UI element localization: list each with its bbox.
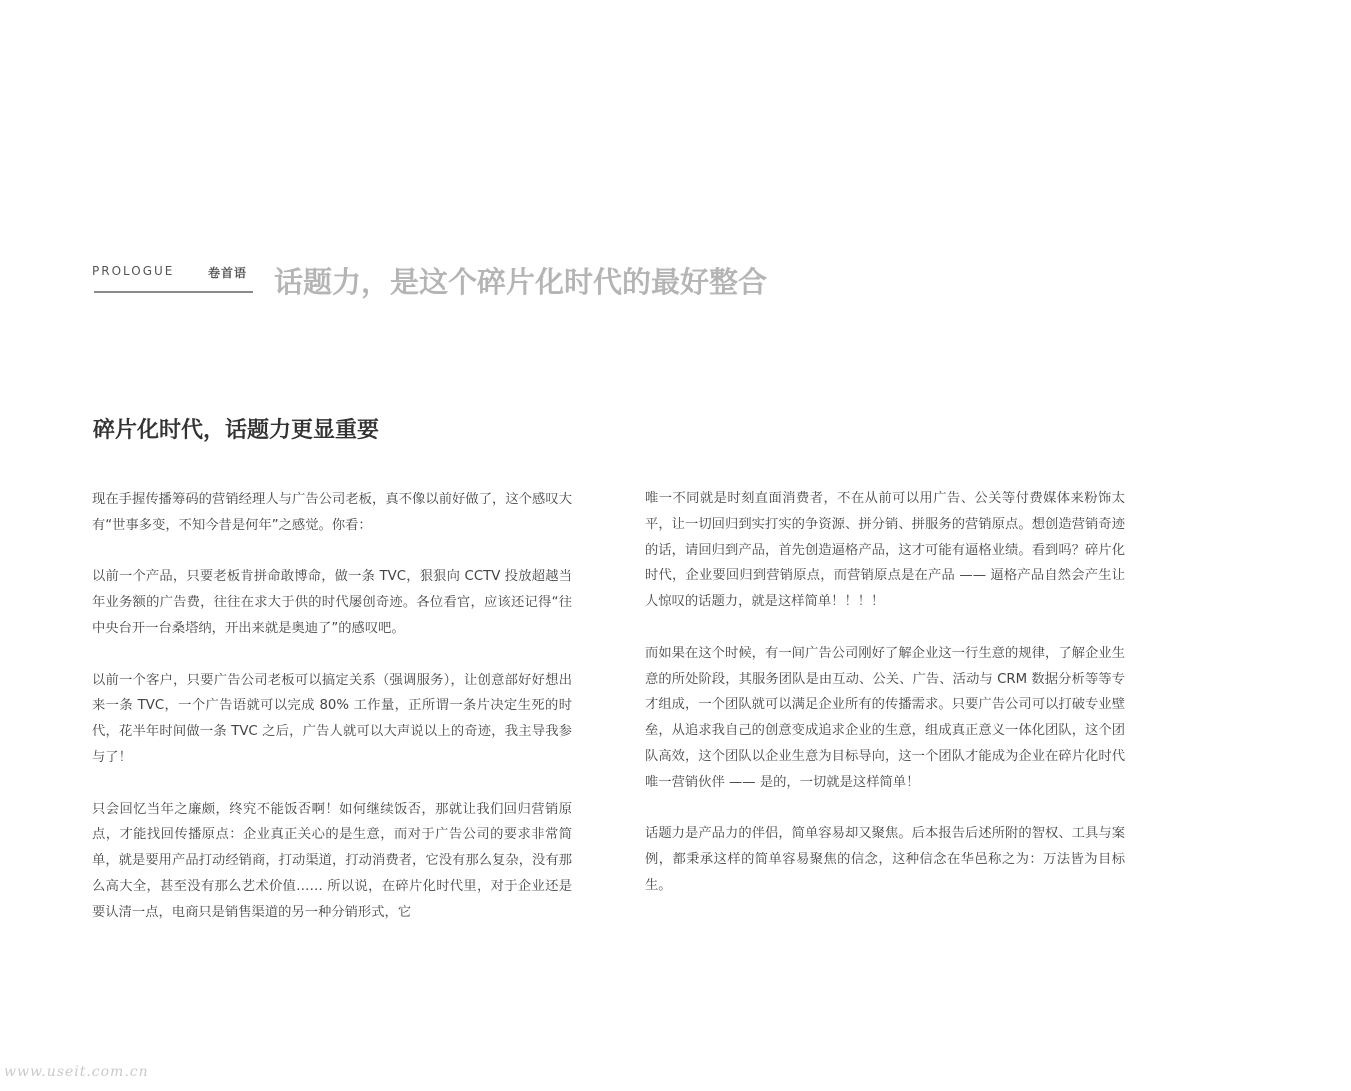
- page-title: 话题力，是这个碎片化时代的最好整合: [274, 265, 768, 299]
- prologue-underline: [94, 291, 253, 293]
- section-heading: 碎片化时代，话题力更显重要: [93, 417, 380, 443]
- paragraph: 现在手握传播筹码的营销经理人与广告公司老板，真不像以前好做了，这个感叹大有“世事多变，不知今昔是何年”之感觉。你看：: [92, 492, 572, 533]
- paragraph: 而如果在这个时候，有一间广告公司刚好了解企业这一行生意的规律，了解企业生意的所处阶段，其服务团队是由互动、公关、广告、活动与 CRM 数据分析等等专才组成，一个团队就可以满足企业所有的传播需求。只要广告公司可以打破专业壁垒，从追求我自己的创意变成追求企业的生意，组成真正意义一体化团队，这个团队高效，这个团队以企业生意为目标导向，这一个团队才能成为企业在碎片化时代唯一营销伙伴 —— 是的，一切就是这样简单！: [645, 645, 1125, 790]
- paragraph: 唯一不同就是时刻直面消费者，不在从前可以用广告、公关等付费媒体来粉饰太平，让一切回归到实打实的争资源、拼分销、拼服务的营销原点。想创造营销奇迹的话，请回归到产品，首先创造逼格产品，这才可能有逼格业绩。看到吗？碎片化时代，企业要回归到营销原点，而营销原点是在产品 —— 逼格产品自然会产生让人惊叹的话题力，就是这样简单！！！！: [645, 491, 1125, 610]
- prologue-label-cn: 卷首语: [208, 266, 248, 280]
- left-text-column: [92, 487, 572, 951]
- paragraph: 话题力是产品力的伴侣，简单容易却又聚焦。后本报告后述所附的智权、工具与案例，都秉承这样的简单容易聚焦的信念，这种信念在华邑称之为：万法皆为目标生。: [645, 826, 1125, 893]
- watermark: www.useit.com.cn: [4, 1064, 149, 1080]
- prologue-label: PROLOGUE: [92, 264, 175, 278]
- right-text-column: [645, 486, 1125, 925]
- paragraph: 只会回忆当年之廉颇，终究不能饭否啊！如何继续饭否，那就让我们回归营销原点，才能找回传播原点：企业真正关心的是生意，而对于广告公司的要求非常简单，就是要用产品打动经销商，打动渠道，打动消费者，它没有那么复杂，没有那么高大全，甚至没有那么艺术价值…… 所以说，在碎片化时代里，对于企业还是要认清一点，电商只是销售渠道的另一种分销形式，它: [92, 801, 572, 920]
- paragraph: 以前一个客户，只要广告公司老板可以搞定关系（强调服务），让创意部好好想出来一条 TVC，一个广告语就可以完成 80% 工作量，正所谓一条片决定生死的时代，花半年时间做一条 TVC 之后，广告人就可以大声说以上的奇迹，我主导我参与了！: [92, 672, 572, 765]
- paragraph: 以前一个产品，只要老板肯拼命敢博命，做一条 TVC，狠狠向 CCTV 投放超越当年业务额的广告费，往往在求大于供的时代屡创奇迹。各位看官，应该还记得“往中央台开一台桑塔纳，开出来就是奥迪了”的感叹吧。: [92, 569, 572, 636]
